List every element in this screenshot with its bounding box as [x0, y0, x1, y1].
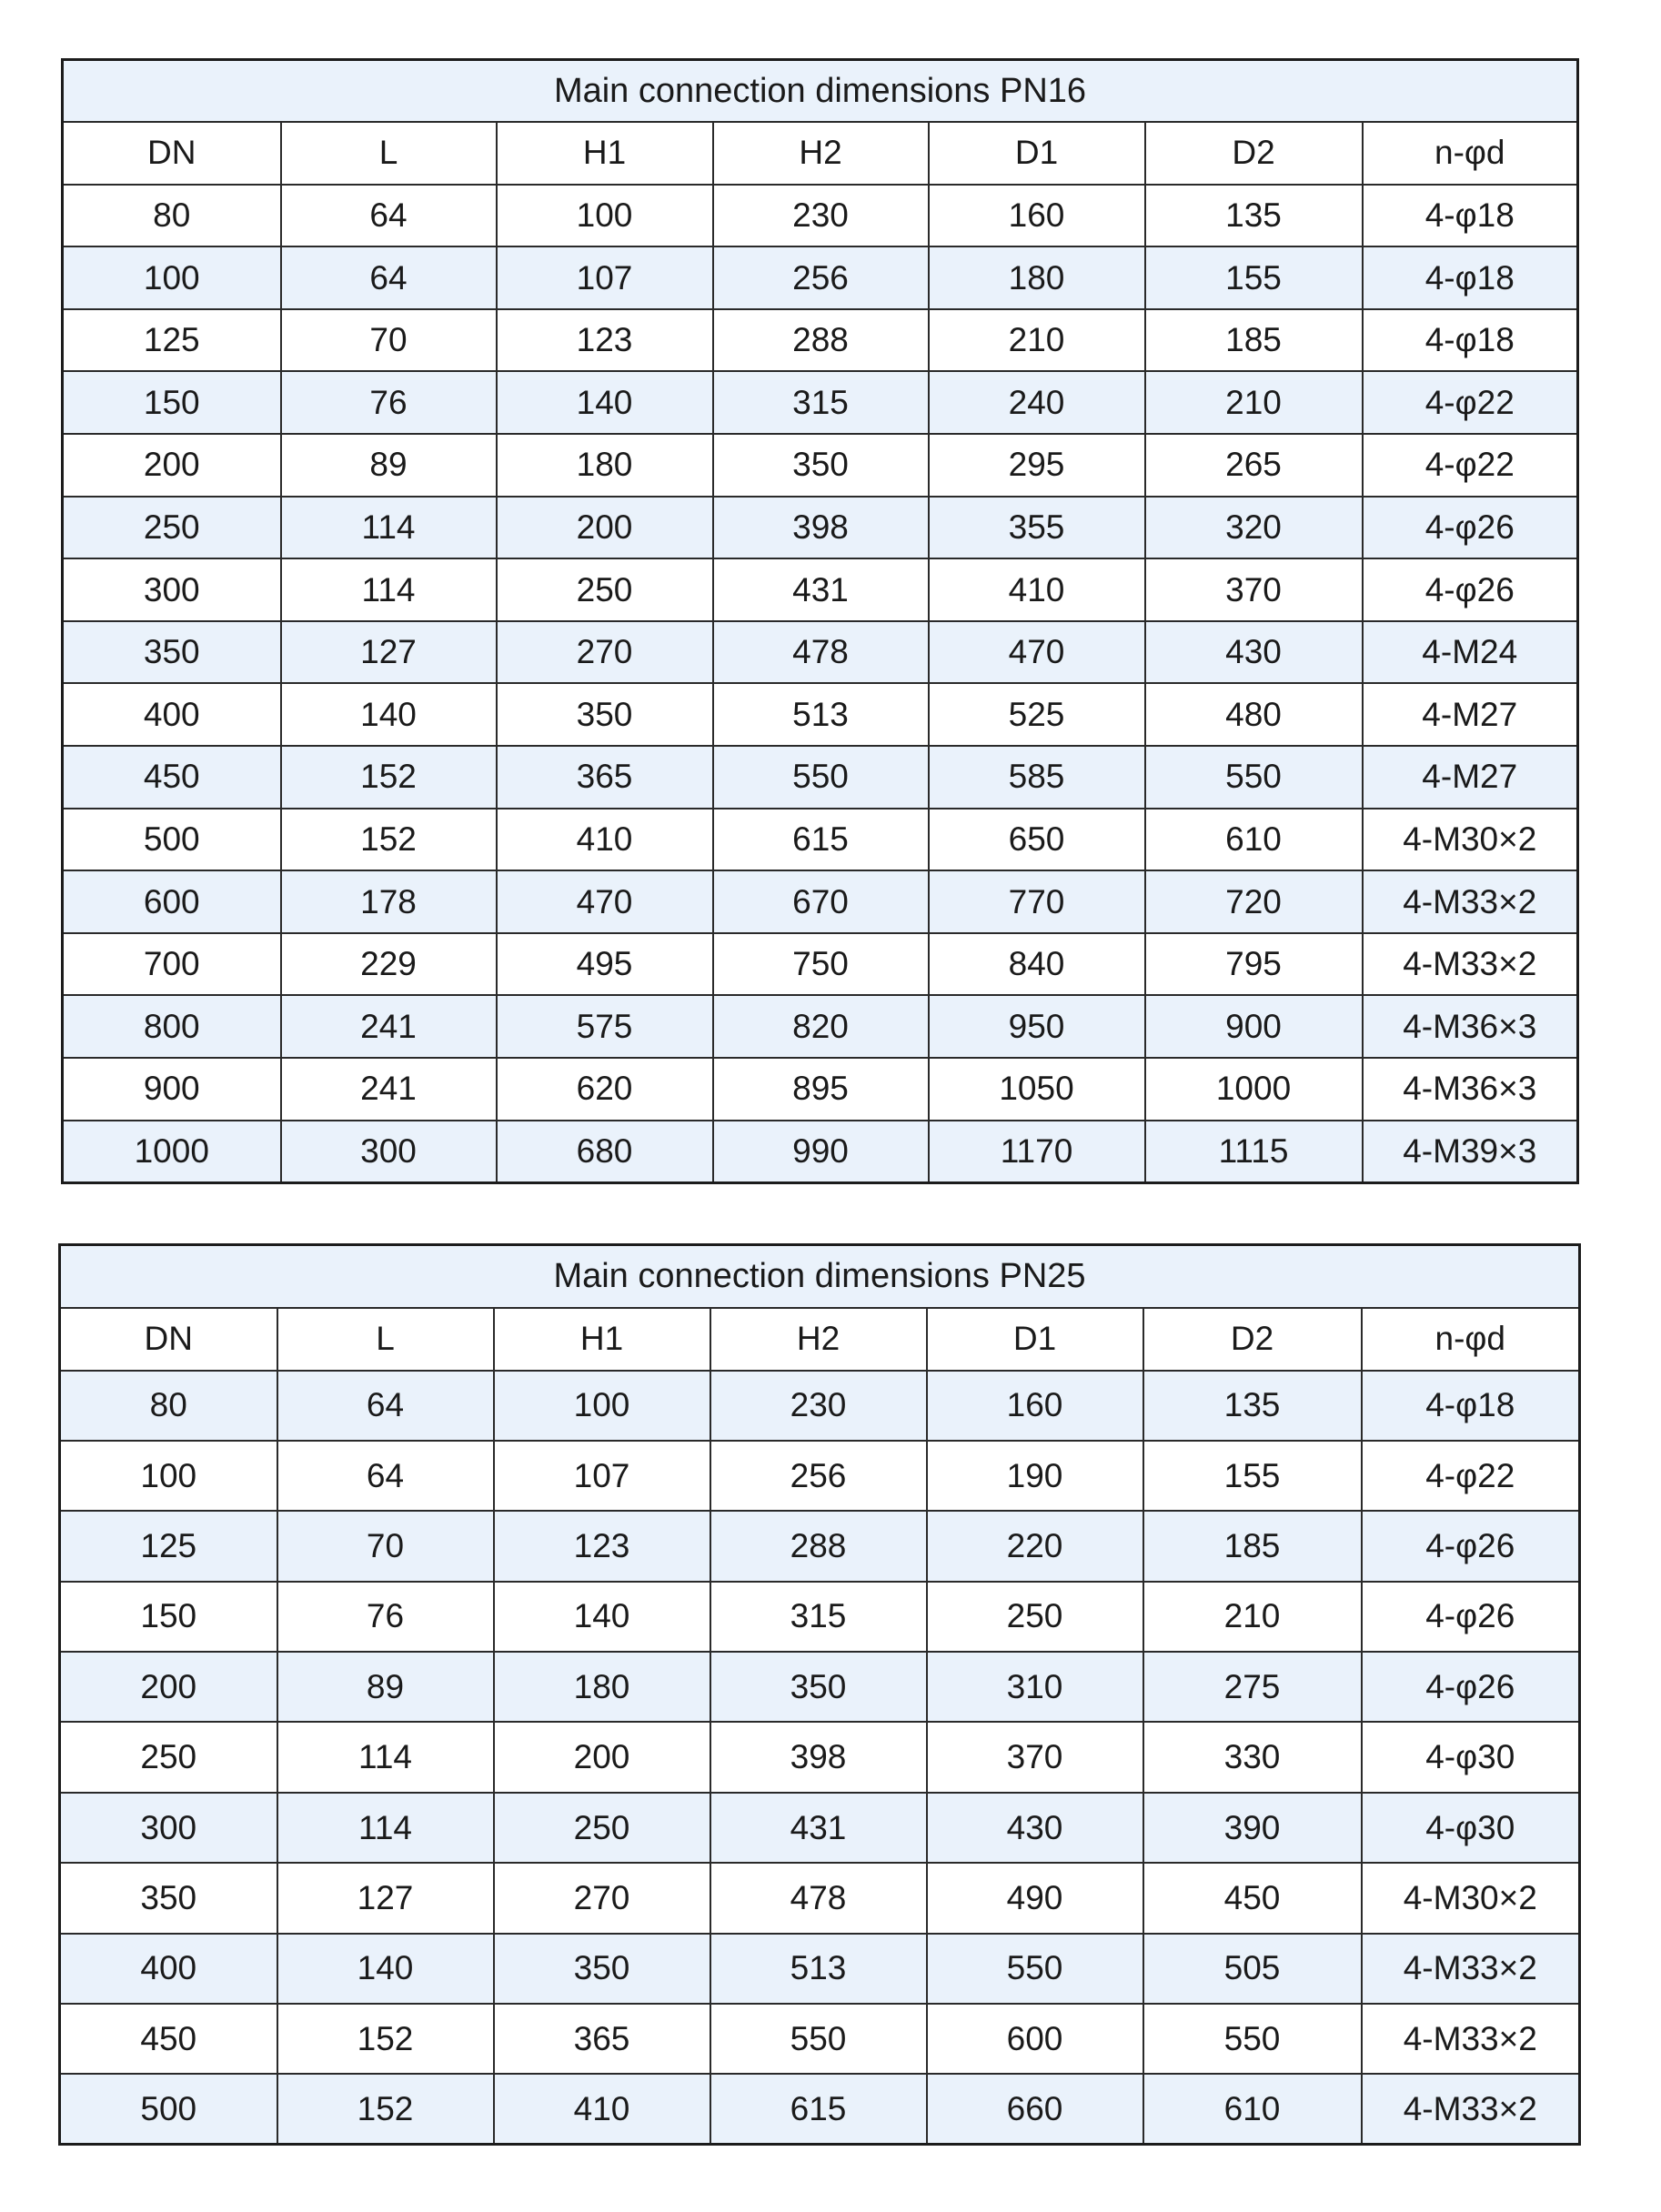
table-cell: 76 [281, 371, 497, 434]
table-cell: 288 [713, 309, 929, 372]
table-cell: 230 [713, 185, 929, 247]
table-cell: 4-φ26 [1363, 497, 1578, 559]
table-cell: 505 [1143, 1934, 1362, 2004]
table-cell: 500 [60, 2074, 277, 2144]
table-cell: 152 [281, 809, 497, 871]
table-cell: 365 [497, 746, 713, 809]
table-cell: 4-M36×3 [1363, 1058, 1578, 1121]
table-title-row [63, 60, 1578, 123]
table-cell: 1115 [1145, 1121, 1363, 1183]
table-cell: 4-φ22 [1363, 434, 1578, 497]
table-cell: 123 [497, 309, 713, 372]
table-cell: 100 [497, 185, 713, 247]
column-header: H2 [713, 122, 929, 185]
table-cell: 80 [63, 185, 281, 247]
table-cell: 900 [1145, 995, 1363, 1058]
table-cell: 950 [929, 995, 1145, 1058]
table-cell: 4-M27 [1363, 683, 1578, 746]
table-cell: 135 [1143, 1371, 1362, 1441]
column-header: H1 [494, 1308, 710, 1371]
table-row [60, 1722, 1580, 1792]
table-cell: 114 [277, 1722, 494, 1792]
table-cell: 4-φ26 [1362, 1652, 1580, 1722]
table-cell: 4-φ30 [1362, 1722, 1580, 1792]
table-cell: 4-φ18 [1363, 309, 1578, 372]
table-cell: 1170 [929, 1121, 1145, 1183]
table-cell: 140 [494, 1582, 710, 1652]
table-cell: 795 [1145, 933, 1363, 996]
table-cell: 4-M33×2 [1362, 1934, 1580, 2004]
table-cell: 256 [713, 246, 929, 309]
table-cell: 600 [927, 2004, 1143, 2074]
table-cell: 76 [277, 1582, 494, 1652]
table-cell: 4-φ18 [1362, 1371, 1580, 1441]
table-cell: 250 [494, 1793, 710, 1863]
table-cell: 160 [929, 185, 1145, 247]
table-cell: 431 [710, 1793, 927, 1863]
table-cell: 585 [929, 746, 1145, 809]
table-cell: 4-M36×3 [1363, 995, 1578, 1058]
table-cell: 288 [710, 1511, 927, 1581]
table-cell: 270 [497, 621, 713, 684]
table-title: Main connection dimensions PN25 [60, 1245, 1580, 1308]
table-cell: 107 [494, 1441, 710, 1511]
table-cell: 200 [60, 1652, 277, 1722]
table-body [63, 60, 1578, 1183]
table-cell: 820 [713, 995, 929, 1058]
table-cell: 150 [60, 1582, 277, 1652]
table-cell: 410 [494, 2074, 710, 2144]
table-cell: 650 [929, 809, 1145, 871]
table-row [60, 1441, 1580, 1511]
table-cell: 350 [713, 434, 929, 497]
table-cell: 300 [60, 1793, 277, 1863]
table-cell: 4-M39×3 [1363, 1121, 1578, 1183]
table-cell: 250 [63, 497, 281, 559]
table-row [63, 1121, 1578, 1183]
table-cell: 770 [929, 870, 1145, 933]
table-cell: 210 [1145, 371, 1363, 434]
table-row [63, 185, 1578, 247]
table-cell: 107 [497, 246, 713, 309]
table-cell: 229 [281, 933, 497, 996]
table-cell: 315 [713, 371, 929, 434]
table-cell: 720 [1145, 870, 1363, 933]
table-cell: 615 [713, 809, 929, 871]
table-cell: 470 [929, 621, 1145, 684]
table-cell: 300 [63, 558, 281, 621]
table-cell: 200 [63, 434, 281, 497]
table-cell: 550 [713, 746, 929, 809]
column-header: H2 [710, 1308, 927, 1371]
table-cell: 185 [1143, 1511, 1362, 1581]
table-cell: 350 [63, 621, 281, 684]
table-cell: 135 [1145, 185, 1363, 247]
table-cell: 80 [60, 1371, 277, 1441]
table-cell: 114 [281, 497, 497, 559]
table-row [63, 309, 1578, 372]
table-cell: 660 [927, 2074, 1143, 2144]
table-cell: 410 [497, 809, 713, 871]
table-cell: 152 [277, 2074, 494, 2144]
table-cell: 525 [929, 683, 1145, 746]
table-cell: 450 [1143, 1863, 1362, 1933]
table-row [63, 434, 1578, 497]
table-cell: 89 [281, 434, 497, 497]
table-row [60, 1371, 1580, 1441]
table-row [60, 1793, 1580, 1863]
table-row [63, 995, 1578, 1058]
table-cell: 400 [60, 1934, 277, 2004]
pn16-dimensions-table [61, 58, 1579, 1184]
table-cell: 275 [1143, 1652, 1362, 1722]
table-cell: 114 [277, 1793, 494, 1863]
table-cell: 370 [1145, 558, 1363, 621]
table-cell: 160 [927, 1371, 1143, 1441]
table-cell: 550 [927, 1934, 1143, 2004]
table-cell: 470 [497, 870, 713, 933]
table-cell: 210 [1143, 1582, 1362, 1652]
column-header: D2 [1145, 122, 1363, 185]
table-cell: 575 [497, 995, 713, 1058]
column-header: L [281, 122, 497, 185]
table-title: Main connection dimensions PN16 [63, 60, 1578, 123]
table-cell: 4-φ26 [1362, 1582, 1580, 1652]
table-cell: 155 [1143, 1441, 1362, 1511]
table-cell: 250 [927, 1582, 1143, 1652]
table-cell: 230 [710, 1371, 927, 1441]
table-cell: 240 [929, 371, 1145, 434]
table-row [63, 683, 1578, 746]
table-row [63, 621, 1578, 684]
table-cell: 4-φ26 [1363, 558, 1578, 621]
table-cell: 490 [927, 1863, 1143, 1933]
table-cell: 64 [281, 185, 497, 247]
table-cell: 152 [281, 746, 497, 809]
table-cell: 270 [494, 1863, 710, 1933]
table-cell: 1050 [929, 1058, 1145, 1121]
table-cell: 127 [277, 1863, 494, 1933]
table-cell: 123 [494, 1511, 710, 1581]
table-cell: 398 [710, 1722, 927, 1792]
table-cell: 315 [710, 1582, 927, 1652]
table-cell: 1000 [63, 1121, 281, 1183]
table-cell: 64 [277, 1371, 494, 1441]
column-header: DN [63, 122, 281, 185]
table-cell: 4-φ22 [1362, 1441, 1580, 1511]
table-row [63, 870, 1578, 933]
table-cell: 350 [497, 683, 713, 746]
table-row [63, 246, 1578, 309]
table-cell: 4-φ30 [1362, 1793, 1580, 1863]
table-cell: 114 [281, 558, 497, 621]
table-cell: 400 [63, 683, 281, 746]
table-cell: 600 [63, 870, 281, 933]
table-row [60, 1652, 1580, 1722]
table-cell: 620 [497, 1058, 713, 1121]
table-cell: 430 [927, 1793, 1143, 1863]
table-cell: 89 [277, 1652, 494, 1722]
table-cell: 210 [929, 309, 1145, 372]
table-cell: 241 [281, 995, 497, 1058]
table-cell: 241 [281, 1058, 497, 1121]
table-cell: 750 [713, 933, 929, 996]
table-cell: 4-M30×2 [1363, 809, 1578, 871]
table-cell: 178 [281, 870, 497, 933]
table-cell: 4-φ18 [1363, 185, 1578, 247]
table-cell: 64 [277, 1441, 494, 1511]
table-header-row [60, 1308, 1580, 1371]
table-cell: 152 [277, 2004, 494, 2074]
table-cell: 990 [713, 1121, 929, 1183]
table-cell: 180 [494, 1652, 710, 1722]
pn25-dimensions-table [58, 1243, 1581, 2146]
table-cell: 64 [281, 246, 497, 309]
table-cell: 398 [713, 497, 929, 559]
table-cell: 70 [277, 1511, 494, 1581]
table-cell: 478 [710, 1863, 927, 1933]
column-header: D2 [1143, 1308, 1362, 1371]
table-cell: 355 [929, 497, 1145, 559]
table-cell: 478 [713, 621, 929, 684]
table-cell: 200 [494, 1722, 710, 1792]
column-header: n-φd [1362, 1308, 1580, 1371]
table-cell: 895 [713, 1058, 929, 1121]
table-cell: 4-φ26 [1362, 1511, 1580, 1581]
table-row [60, 1863, 1580, 1933]
table-cell: 390 [1143, 1793, 1362, 1863]
table-cell: 450 [60, 2004, 277, 2074]
table-cell: 150 [63, 371, 281, 434]
table-cell: 513 [710, 1934, 927, 2004]
table-cell: 256 [710, 1441, 927, 1511]
column-header: DN [60, 1308, 277, 1371]
table-cell: 410 [929, 558, 1145, 621]
table-cell: 127 [281, 621, 497, 684]
table-cell: 300 [281, 1121, 497, 1183]
table-cell: 800 [63, 995, 281, 1058]
table-cell: 180 [497, 434, 713, 497]
table-cell: 125 [63, 309, 281, 372]
table-cell: 550 [710, 2004, 927, 2074]
table-cell: 495 [497, 933, 713, 996]
table-row [63, 1058, 1578, 1121]
table-row [63, 558, 1578, 621]
table-row [60, 2004, 1580, 2074]
table-row [60, 2074, 1580, 2144]
table-cell: 140 [277, 1934, 494, 2004]
column-header: H1 [497, 122, 713, 185]
column-header: L [277, 1308, 494, 1371]
table-cell: 550 [1143, 2004, 1362, 2074]
table-cell: 680 [497, 1121, 713, 1183]
table-row [60, 1582, 1580, 1652]
table-cell: 670 [713, 870, 929, 933]
table-cell: 100 [63, 246, 281, 309]
table-cell: 500 [63, 809, 281, 871]
table-header-row [63, 122, 1578, 185]
table-cell: 310 [927, 1652, 1143, 1722]
table-cell: 4-M33×2 [1362, 2004, 1580, 2074]
table-cell: 320 [1145, 497, 1363, 559]
table-cell: 125 [60, 1511, 277, 1581]
table-cell: 615 [710, 2074, 927, 2144]
table-cell: 4-M24 [1363, 621, 1578, 684]
table-row [63, 371, 1578, 434]
column-header: D1 [927, 1308, 1143, 1371]
table-cell: 840 [929, 933, 1145, 996]
table-row [63, 933, 1578, 996]
table-cell: 140 [497, 371, 713, 434]
table-cell: 200 [497, 497, 713, 559]
table-cell: 450 [63, 746, 281, 809]
table-cell: 100 [60, 1441, 277, 1511]
table-cell: 250 [60, 1722, 277, 1792]
table-cell: 4-M27 [1363, 746, 1578, 809]
table-cell: 350 [60, 1863, 277, 1933]
table-cell: 100 [494, 1371, 710, 1441]
table-cell: 350 [710, 1652, 927, 1722]
table-cell: 4-φ22 [1363, 371, 1578, 434]
table-row [63, 809, 1578, 871]
table-cell: 295 [929, 434, 1145, 497]
table-cell: 431 [713, 558, 929, 621]
table-cell: 190 [927, 1441, 1143, 1511]
table-cell: 430 [1145, 621, 1363, 684]
table-cell: 140 [281, 683, 497, 746]
table-row [63, 497, 1578, 559]
table-cell: 610 [1143, 2074, 1362, 2144]
table-cell: 185 [1145, 309, 1363, 372]
table-row [60, 1511, 1580, 1581]
table-cell: 900 [63, 1058, 281, 1121]
table-cell: 180 [929, 246, 1145, 309]
table-cell: 513 [713, 683, 929, 746]
table-cell: 4-M33×2 [1363, 870, 1578, 933]
table-row [60, 1934, 1580, 2004]
table-cell: 610 [1145, 809, 1363, 871]
table-cell: 220 [927, 1511, 1143, 1581]
table-cell: 480 [1145, 683, 1363, 746]
table-row [63, 746, 1578, 809]
table-cell: 365 [494, 2004, 710, 2074]
table-cell: 265 [1145, 434, 1363, 497]
table-cell: 70 [281, 309, 497, 372]
column-header: n-φd [1363, 122, 1578, 185]
table-cell: 4-M33×2 [1362, 2074, 1580, 2144]
table-title-row [60, 1245, 1580, 1308]
table-cell: 550 [1145, 746, 1363, 809]
table-body [60, 1245, 1580, 2145]
table-cell: 330 [1143, 1722, 1362, 1792]
table-cell: 250 [497, 558, 713, 621]
table-cell: 4-M33×2 [1363, 933, 1578, 996]
table-cell: 350 [494, 1934, 710, 2004]
table-cell: 155 [1145, 246, 1363, 309]
table-cell: 700 [63, 933, 281, 996]
table-cell: 4-φ18 [1363, 246, 1578, 309]
table-cell: 4-M30×2 [1362, 1863, 1580, 1933]
table-cell: 370 [927, 1722, 1143, 1792]
column-header: D1 [929, 122, 1145, 185]
table-cell: 1000 [1145, 1058, 1363, 1121]
